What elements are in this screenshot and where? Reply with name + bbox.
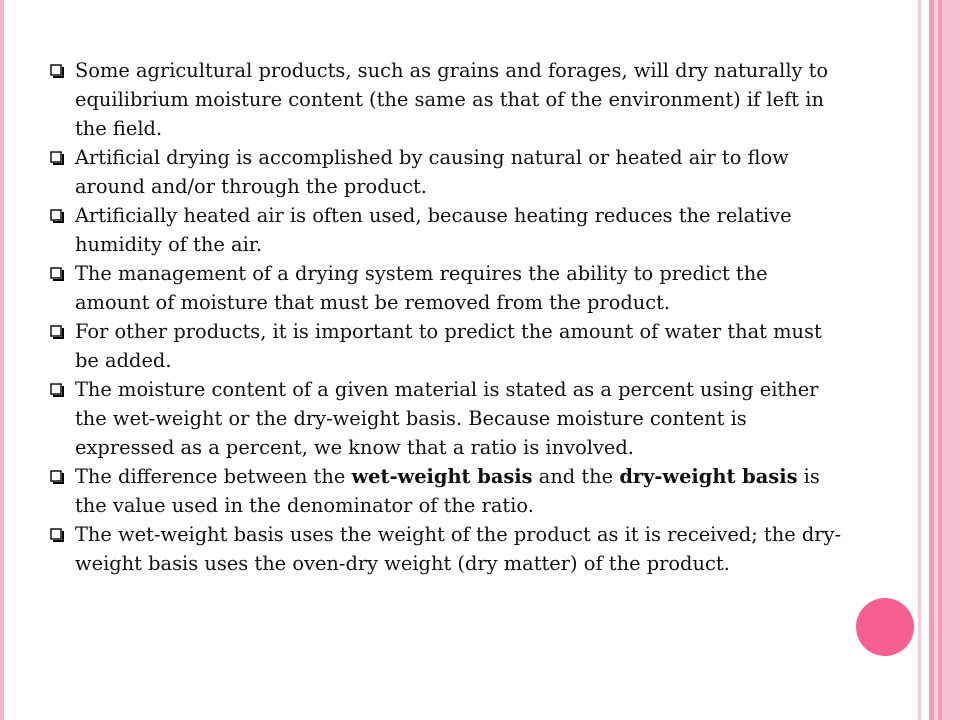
bullet-text: Artificial drying is accomplished by causing natural or heated air to flow around and/or through the product. xyxy=(75,146,789,198)
bullet-text: Some agricultural products, such as grains and forages, will dry naturally to equilibrium moisture content (the same as that of the environment) if left in the field. xyxy=(75,59,829,140)
bold-term: dry-weight basis xyxy=(619,465,798,488)
bullet-item xyxy=(48,143,848,201)
checkbox-icon xyxy=(50,209,64,223)
bullet-text-post: is the value used in the denominator of the ratio. xyxy=(75,465,820,517)
checkbox-icon xyxy=(50,64,64,78)
bullet-text-pre: The difference between the xyxy=(75,465,352,488)
bullet-text: The moisture content of a given material is stated as a percent using either the wet-weight or the dry-weight basis. Because moisture content is expressed as a percent, we know that a ratio is involved. xyxy=(75,378,819,459)
checkbox-icon xyxy=(50,470,64,484)
bullet-item xyxy=(48,317,848,375)
bullet-text: Artificially heated air is often used, because heating reduces the relative humidity of the air. xyxy=(75,204,792,256)
bullet-text: The wet-weight basis uses the weight of the product as it is received; the dry-weight basis uses the oven-dry weight (dry matter) of the product. xyxy=(75,523,842,575)
checkbox-icon xyxy=(50,383,64,397)
bullet-text-mid: and the xyxy=(532,465,620,488)
bullet-item xyxy=(48,520,848,578)
bullet-text: The management of a drying system requires the ability to predict the amount of moisture that must be removed from the product. xyxy=(75,262,768,314)
bold-term: wet-weight basis xyxy=(351,465,533,488)
bullet-item xyxy=(48,259,848,317)
checkbox-icon xyxy=(50,151,64,165)
checkbox-icon xyxy=(50,325,64,339)
bullet-item xyxy=(48,462,848,520)
right-stripe xyxy=(921,0,929,720)
checkbox-icon xyxy=(50,528,64,542)
bullet-item xyxy=(48,201,848,259)
left-border xyxy=(0,0,4,720)
decorative-circle xyxy=(856,598,914,656)
bullet-text: For other products, it is important to predict the amount of water that must be added. xyxy=(75,320,822,372)
checkbox-icon xyxy=(50,267,64,281)
bullet-item xyxy=(48,56,848,143)
bullet-item xyxy=(48,375,848,462)
bullet-list xyxy=(48,56,848,578)
right-stripe xyxy=(942,0,960,720)
